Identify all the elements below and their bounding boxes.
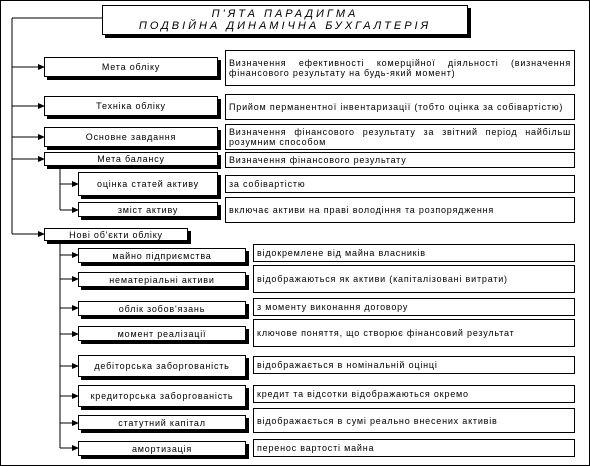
- sale-moment-desc: [253, 319, 575, 347]
- label: облік зобов'язань: [118, 303, 206, 314]
- label: дебіторська заборгованість: [94, 361, 230, 371]
- receivables-box: [78, 355, 246, 377]
- label: Техніка обліку: [96, 101, 166, 111]
- desc-text: перенос вартості майна: [257, 443, 375, 453]
- depreciation-desc: [253, 439, 575, 457]
- asset-valuation-desc: [225, 175, 575, 193]
- main-task-desc: [225, 124, 575, 150]
- accounting-goal-box: [44, 57, 218, 77]
- desc-text: з моменту виконання договору: [257, 302, 409, 312]
- desc-text: відображається в номінальній оцінці: [257, 360, 438, 370]
- label: статутний капітал: [118, 417, 206, 428]
- label: Нові об'єкти обліку: [69, 229, 163, 240]
- title-line-2: ПОДВІЙНА ДИНАМІЧНА БУХГАЛТЕРІЯ: [138, 20, 432, 32]
- accounting-technique-desc: [225, 94, 575, 120]
- intangible-assets-desc: [253, 265, 575, 293]
- desc-text: кредит та відсотки відображаються окремо: [257, 389, 469, 399]
- sale-moment-box: [78, 326, 246, 341]
- desc-text: за собівартістю: [229, 179, 306, 189]
- label: оцінка статей активу: [97, 179, 199, 189]
- label: нематеріальні активи: [109, 274, 215, 285]
- label: Основне завдання: [85, 132, 177, 142]
- main-task-box: [44, 127, 218, 147]
- title-line-1: П'ЯТА ПАРАДИГМА: [211, 8, 359, 20]
- desc-text: відображається в сумі реально внесених активів: [257, 415, 498, 426]
- balance-goal-desc: [225, 152, 575, 168]
- payables-box: [78, 385, 246, 407]
- diagram-title: [102, 5, 468, 35]
- label: Мета обліку: [101, 62, 161, 72]
- payables-desc: [253, 385, 575, 403]
- accounting-technique-box: [44, 96, 218, 116]
- share-capital-box: [78, 415, 246, 430]
- enterprise-property-desc: [253, 244, 575, 262]
- asset-content-box: [78, 202, 218, 217]
- desc-text: Визначення фінансового результату за звітний період найбільш розумним способом: [229, 127, 571, 147]
- label: момент реалізації: [117, 328, 207, 339]
- desc-text: включає активи на праві володіння та розпорядження: [229, 205, 495, 215]
- desc-text: ключове поняття, що створює фінансовий результат: [257, 328, 515, 338]
- label: Мета балансу: [97, 154, 165, 164]
- label: кредиторська заборгованість: [90, 391, 234, 401]
- desc-text: Визначення ефективності комерційної діяльності (визначення фінансового результату на будь-який момент): [229, 58, 571, 78]
- accounting-goal-desc: [225, 50, 575, 86]
- intangible-assets-box: [78, 272, 246, 287]
- desc-text: відображаються як активи (капіталізовані витрати): [257, 274, 508, 284]
- desc-text: Визначення фінансового результату: [229, 155, 407, 165]
- label: амортизація: [131, 443, 193, 454]
- new-objects-box: [44, 228, 188, 241]
- enterprise-property-box: [78, 248, 246, 263]
- receivables-desc: [253, 356, 575, 374]
- asset-valuation-box: [78, 172, 218, 196]
- balance-goal-box: [44, 152, 218, 166]
- desc-text: Прийом перманентної інвентаризації (тобто оцінка за собівартістю): [229, 102, 564, 112]
- depreciation-box: [78, 441, 246, 456]
- desc-text: відокремлене від майна власників: [257, 248, 426, 258]
- label: майно підприємства: [112, 250, 212, 261]
- liabilities-desc: [253, 298, 575, 316]
- label: зміст активу: [117, 204, 179, 215]
- share-capital-desc: [253, 408, 575, 433]
- liabilities-box: [78, 301, 246, 316]
- asset-content-desc: [225, 197, 575, 223]
